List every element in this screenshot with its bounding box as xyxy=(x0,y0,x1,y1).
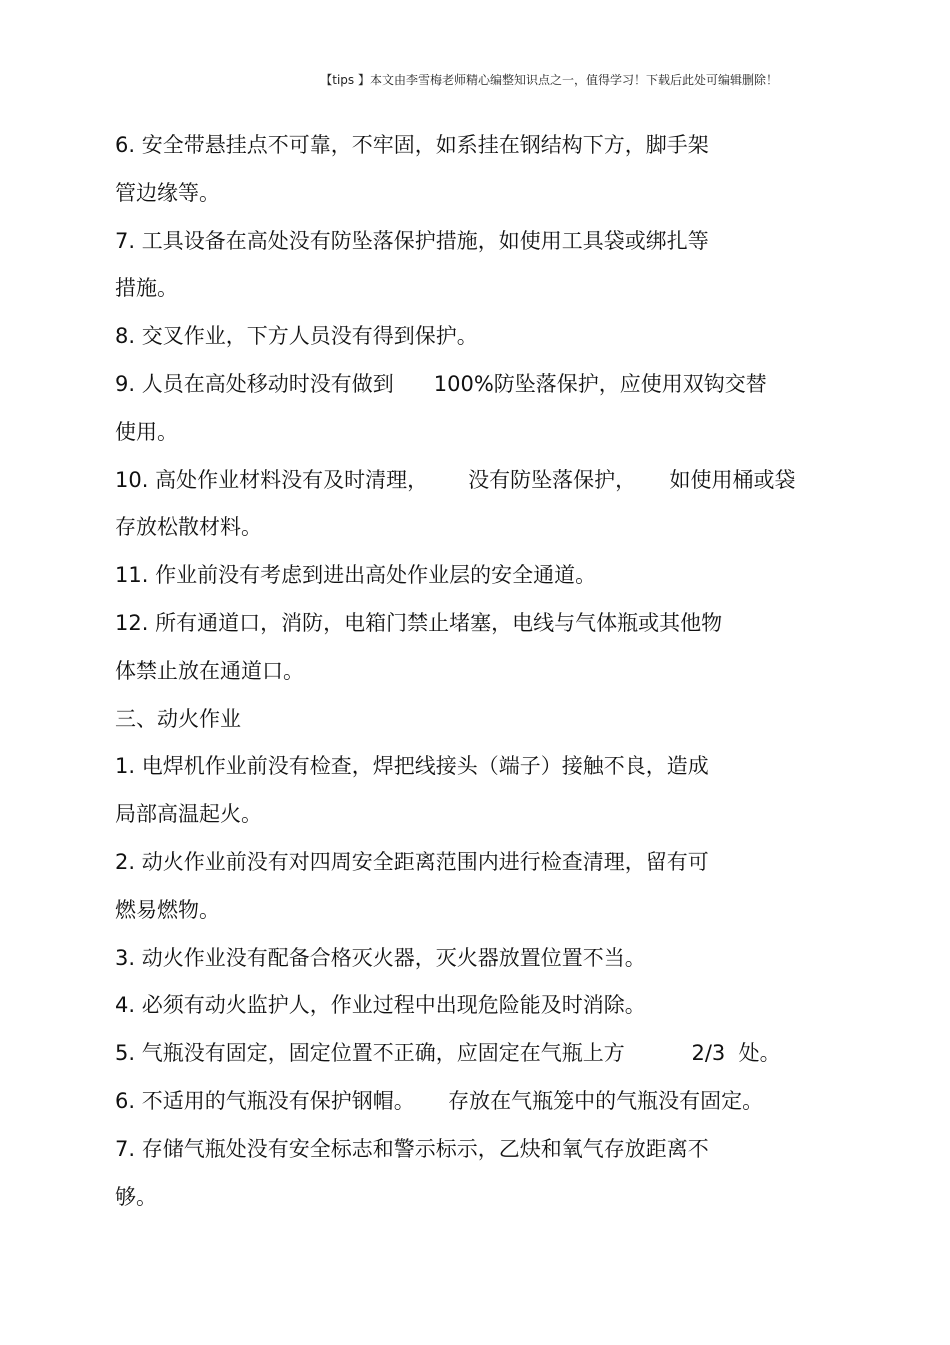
text-line: 3. 动火作业没有配备合格灭火器，灭火器放置位置不当。 xyxy=(115,945,646,970)
text-line: 措施。 xyxy=(115,276,178,301)
text-line: 2. 动火作业前没有对四周安全距离范围内进行检查清理，留有可 xyxy=(115,849,709,874)
text-line: 11. 作业前没有考虑到进出高处作业层的安全通道。 xyxy=(115,563,597,588)
text-line: 1. 电焊机作业前没有检查，焊把线接头（端子）接触不良，造成 xyxy=(115,754,709,779)
text-line: 7. 工具设备在高处没有防坠落保护措施，如使用工具袋或绑扎等 xyxy=(115,228,709,253)
document-body xyxy=(115,126,835,1225)
text-line: 12. 所有通道口，消防，电箱门禁止堵塞，电线与气体瓶或其他物 xyxy=(115,610,723,635)
text-line: 管边缘等。 xyxy=(115,180,220,205)
text-line: 4. 必须有动火监护人，作业过程中出现危险能及时消除。 xyxy=(115,993,646,1018)
text-line: 10. 高处作业材料没有及时清理， 没有防坠落保护， 如使用桶或袋 xyxy=(115,467,796,492)
text-line: 9. 人员在高处移动时没有做到 100%防坠落保护，应使用双钩交替 xyxy=(115,371,767,396)
text-line: 8. 交叉作业，下方人员没有得到保护。 xyxy=(115,324,478,349)
text-line: 6. 不适用的气瓶没有保护钢帽。 存放在气瓶笼中的气瓶没有固定。 xyxy=(115,1088,764,1113)
text-line: 体禁止放在通道口。 xyxy=(115,658,304,683)
text-line: 7. 存储气瓶处没有安全标志和警示标示，乙炔和氧气存放距离不 xyxy=(115,1136,709,1161)
text-line: 5. 气瓶没有固定，固定位置不正确，应固定在气瓶上方 2/3 处。 xyxy=(115,1041,781,1066)
text-line: 6. 安全带悬挂点不可靠，不牢固，如系挂在钢结构下方，脚手架 xyxy=(115,133,709,157)
section-heading: 三、动火作业 xyxy=(115,706,241,731)
text-line: 局部高温起火。 xyxy=(115,802,262,827)
text-line: 燃易燃物。 xyxy=(115,897,220,922)
text-line: 够。 xyxy=(115,1184,157,1209)
text-line: 存放松散材料。 xyxy=(115,515,262,540)
header-tip-note: 【tips 】本文由李雪梅老师精心编整知识点之一，值得学习！下载后此处可编辑删除！ xyxy=(320,73,778,87)
text-line: 使用。 xyxy=(115,419,178,444)
